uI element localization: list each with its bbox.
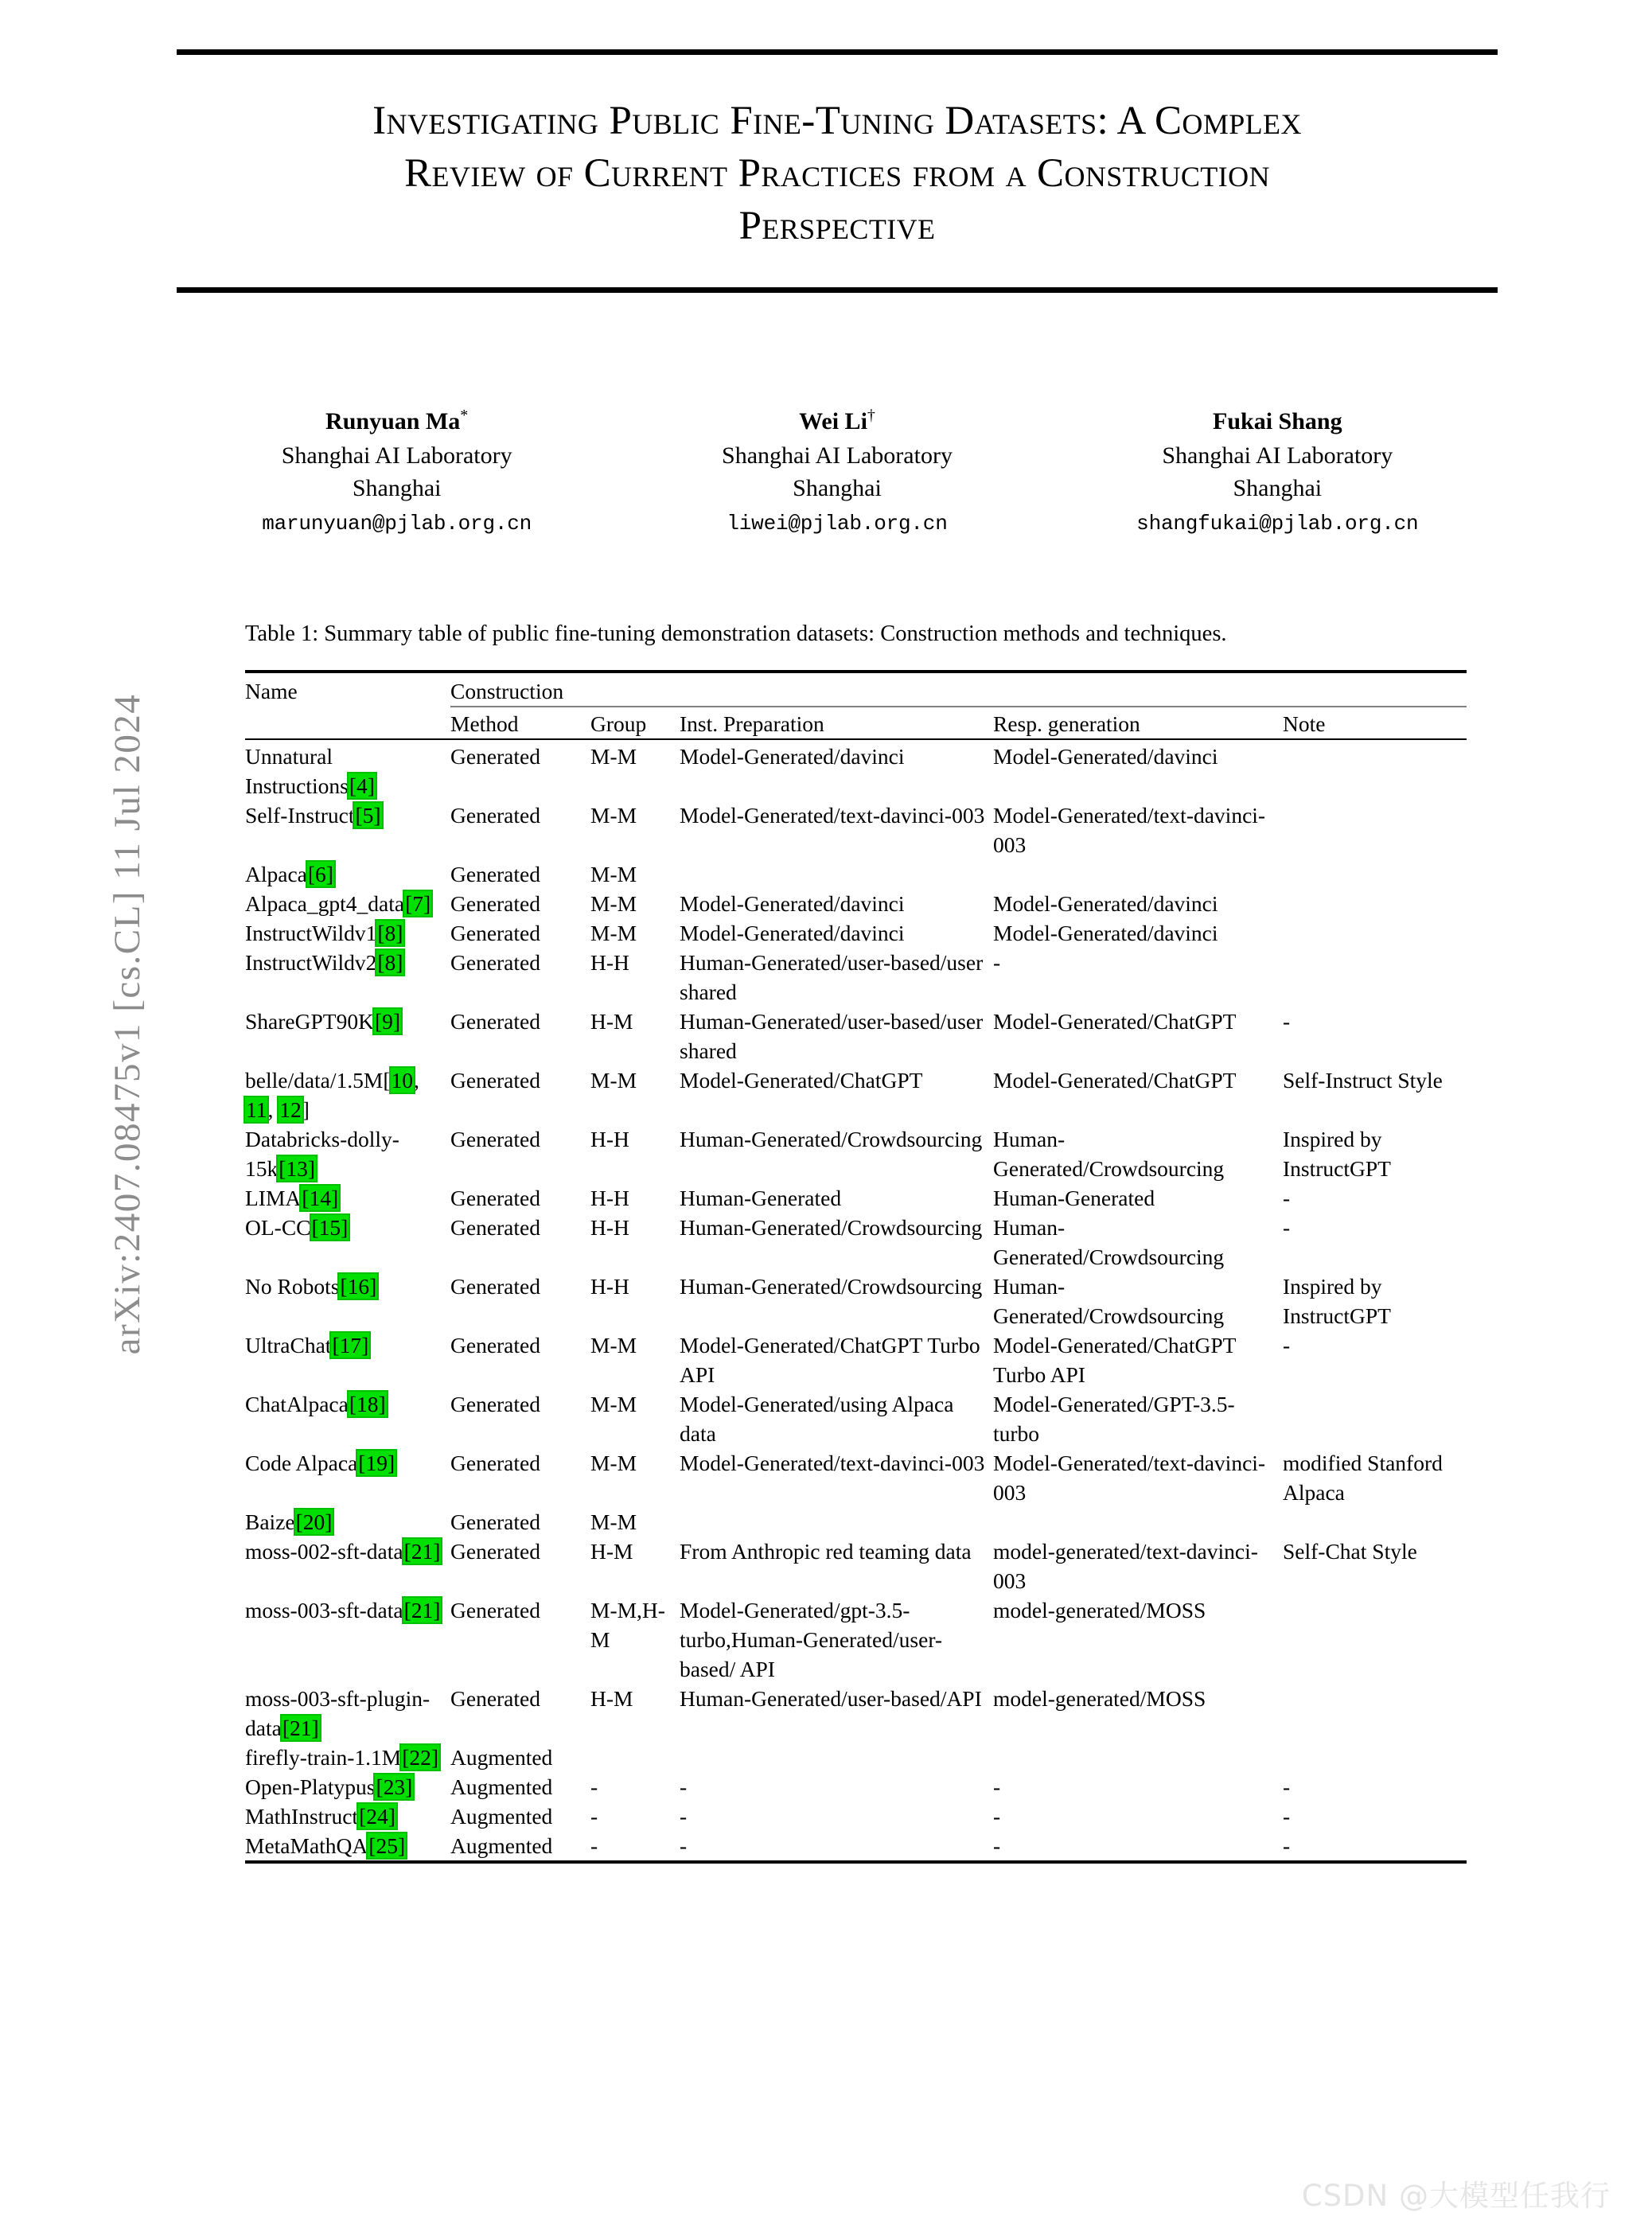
cell-method: Generated: [450, 1215, 540, 1240]
table-area: [245, 619, 1467, 1867]
cell-method: Generated: [450, 1509, 540, 1534]
cell-group: H-H: [590, 950, 629, 975]
author-name: [226, 398, 568, 439]
header-note: Note: [1283, 711, 1326, 736]
cell-group: M-M: [590, 1509, 637, 1534]
citation-link[interactable]: 10: [391, 1068, 414, 1093]
author-affiliation: Shanghai AI Laboratory: [1162, 442, 1393, 469]
cell-note: [1283, 1595, 1467, 1684]
citation-link[interactable]: 11: [246, 1097, 267, 1122]
table-row: [245, 1507, 1467, 1537]
cell-note: [1283, 742, 1467, 800]
citation-link[interactable]: [15]: [311, 1215, 349, 1240]
cell-method: Generated: [450, 1333, 540, 1358]
cell-group: M-M: [590, 921, 637, 945]
cell-method: Generated: [450, 1392, 540, 1416]
cell-note: -: [1283, 1333, 1291, 1358]
table-row: [245, 1065, 1467, 1124]
table-row: [245, 859, 1467, 889]
cell-group: M-M,H-M: [590, 1598, 665, 1652]
title-bottom-rule: [177, 287, 1498, 293]
author-email[interactable]: marunyuan@pjlab.org.cn: [262, 512, 532, 536]
citation-link[interactable]: 12: [279, 1097, 302, 1122]
cell-resp-generation: Model-Generated/ChatGPT: [993, 1068, 1237, 1093]
dataset-name-text: LIMA: [245, 1186, 302, 1210]
cell-dataset-name: [245, 742, 450, 800]
cell-group: -: [590, 1804, 598, 1829]
author-footnote-marker: *: [460, 407, 469, 424]
table-body: [245, 742, 1467, 1862]
dataset-name-text: OL-CC: [245, 1215, 311, 1240]
table-column-header-row: [245, 709, 1467, 739]
dataset-name-text: Alpaca: [245, 862, 307, 886]
cell-resp-generation: Human-Generated/Crowdsourcing: [993, 1215, 1225, 1269]
author-name-text: Wei Li: [799, 408, 867, 434]
dataset-name-text: firefly-train-1.1M: [245, 1745, 402, 1770]
cell-dataset-name: [245, 1595, 450, 1684]
table-row: [245, 1448, 1467, 1507]
cell-note: Self-Instruct Style: [1283, 1068, 1443, 1093]
cell-resp-generation: [993, 1743, 1283, 1772]
header-resp-generation: Resp. generation: [993, 711, 1140, 736]
cell-inst-preparation: Model-Generated/text-davinci-003: [680, 803, 985, 828]
author-affiliation: Shanghai AI Laboratory: [281, 442, 512, 469]
author-email[interactable]: shangfukai@pjlab.org.cn: [1136, 512, 1419, 536]
cell-dataset-name: [245, 1007, 450, 1065]
table-row: [245, 1802, 1467, 1831]
title-line-1: Investigating Public Fine-Tuning Datasets: A Complex: [372, 99, 1302, 143]
cell-inst-preparation: From Anthropic red teaming data: [680, 1539, 972, 1564]
cell-inst-preparation: Human-Generated/Crowdsourcing: [680, 1274, 983, 1299]
cell-dataset-name: belle/data/1.5M[10, 11, 12]: [245, 1068, 419, 1122]
table-row: [245, 1213, 1467, 1272]
cell-group: M-M: [590, 1068, 637, 1093]
dataset-name-text: ChatAlpaca: [245, 1392, 349, 1416]
cell-method: Generated: [450, 1539, 540, 1564]
table-row: [245, 1831, 1467, 1862]
title-top-rule: [177, 49, 1498, 55]
cell-dataset-name: [245, 1124, 450, 1183]
table-row: [245, 1330, 1467, 1389]
cell-inst-preparation: [680, 1743, 993, 1772]
author-city: Shanghai: [352, 475, 442, 501]
table-row: [245, 1007, 1467, 1065]
cell-note: [1283, 1684, 1467, 1743]
cell-inst-preparation: Model-Generated/davinci: [680, 744, 905, 769]
cell-inst-preparation: -: [680, 1833, 688, 1858]
citation-link[interactable]: [22]: [402, 1745, 439, 1770]
dataset-name-text: moss-002-sft-data: [245, 1539, 403, 1564]
header-spacer: [245, 709, 450, 739]
citation-link[interactable]: [19]: [358, 1451, 395, 1475]
cell-resp-generation: Model-Generated/davinci: [993, 744, 1218, 769]
table-row: [245, 1272, 1467, 1330]
cell-method: Augmented: [450, 1804, 553, 1829]
dataset-name-text: MathInstruct: [245, 1804, 359, 1829]
citation-link[interactable]: [5]: [355, 803, 381, 828]
cell-resp-generation: model-generated/text-davinci-003: [993, 1539, 1258, 1593]
dataset-name-text: Self-Instruct: [245, 803, 355, 828]
cell-resp-generation: -: [993, 1774, 1001, 1799]
author-email[interactable]: liwei@pjlab.org.cn: [727, 512, 948, 536]
cell-note: [1283, 1743, 1467, 1772]
cell-inst-preparation: Human-Generated/user-based/user shared: [680, 950, 984, 1004]
cell-dataset-name: [245, 1183, 450, 1213]
cell-note: modified Stanford Alpaca: [1283, 1451, 1443, 1505]
cell-group: -: [590, 1774, 598, 1799]
dataset-name-text: Alpaca_gpt4_data: [245, 891, 405, 916]
cell-method: Generated: [450, 921, 540, 945]
dataset-name-text: moss-003-sft-data: [245, 1598, 403, 1622]
citation-link[interactable]: [16]: [340, 1274, 377, 1299]
citation-link[interactable]: [4]: [349, 773, 375, 798]
header-inst-preparation: Inst. Preparation: [680, 711, 824, 736]
title-line-3: Perspective: [738, 204, 936, 248]
cell-resp-generation: Model-Generated/text-davinci-003: [993, 803, 1266, 857]
table-row: [245, 1595, 1467, 1684]
citation-link[interactable]: [21]: [403, 1539, 441, 1564]
dataset-name-text: Databricks-dolly-15k: [245, 1127, 399, 1181]
cell-resp-generation: Human-Generated: [993, 1186, 1155, 1210]
header-name: Name: [245, 679, 298, 703]
author-name: [1106, 398, 1448, 439]
citation-link[interactable]: [17]: [332, 1333, 369, 1358]
citation-link[interactable]: [6]: [307, 862, 333, 886]
cell-group: M-M: [590, 862, 637, 886]
cell-group: H-M: [590, 1539, 633, 1564]
cell-method: Generated: [450, 1451, 540, 1475]
cell-method: Augmented: [450, 1774, 553, 1799]
page-title: [177, 55, 1498, 287]
cell-inst-preparation: Human-Generated/Crowdsourcing: [680, 1215, 983, 1240]
cell-group: [590, 1743, 680, 1772]
citation-link[interactable]: [21]: [403, 1598, 441, 1622]
cell-note: -: [1283, 1215, 1291, 1240]
cell-inst-preparation: Human-Generated/Crowdsourcing: [680, 1127, 983, 1151]
author-block: [177, 398, 1498, 543]
cell-note: [1283, 859, 1467, 889]
cell-note: [1283, 889, 1467, 918]
cell-dataset-name: [245, 1389, 450, 1448]
author-affiliation: Shanghai AI Laboratory: [722, 442, 953, 469]
cell-inst-preparation: -: [680, 1774, 688, 1799]
citation-link[interactable]: [8]: [377, 921, 403, 945]
cell-group: M-M: [590, 803, 637, 828]
table-bottom-rule: [245, 1862, 1467, 1867]
cell-note: [1283, 918, 1467, 948]
cell-inst-preparation: Model-Generated/davinci: [680, 891, 905, 916]
csdn-watermark: CSDN @大模型任我行: [1301, 2179, 1611, 2213]
author-name-text: Fukai Shang: [1213, 408, 1342, 434]
cell-group: H-H: [590, 1127, 629, 1151]
cell-dataset-name: [245, 1831, 450, 1862]
cell-inst-preparation: [680, 1507, 993, 1537]
cell-resp-generation: Model-Generated/davinci: [993, 921, 1218, 945]
citation-link[interactable]: [13]: [279, 1156, 316, 1181]
cell-dataset-name: [245, 1684, 450, 1743]
table-caption: Table 1: Summary table of public fine-tuning demonstration datasets: Construction methods and techniques.: [245, 621, 1227, 646]
dataset-name-text: moss-003-sft-plugin-data: [245, 1686, 431, 1740]
author-city: Shanghai: [793, 475, 882, 501]
cell-resp-generation: Model-Generated/davinci: [993, 891, 1218, 916]
cell-method: Generated: [450, 1127, 540, 1151]
cell-method: Generated: [450, 950, 540, 975]
cell-inst-preparation: Model-Generated/ChatGPT Turbo API: [680, 1333, 980, 1387]
cell-resp-generation: model-generated/MOSS: [993, 1598, 1206, 1622]
cell-dataset-name: [245, 1772, 450, 1802]
citation-link[interactable]: [9]: [374, 1009, 401, 1034]
cell-dataset-name: [245, 1330, 450, 1389]
author-name: [666, 398, 1008, 439]
table-row: [245, 742, 1467, 800]
title-block: [177, 49, 1498, 293]
cell-method: Generated: [450, 744, 540, 769]
cell-resp-generation: Human-Generated/Crowdsourcing: [993, 1274, 1225, 1328]
table-row: [245, 1684, 1467, 1743]
cell-dataset-name: [245, 1213, 450, 1272]
table-row: [245, 1772, 1467, 1802]
cell-note: Inspired by InstructGPT: [1283, 1274, 1391, 1328]
citation-link[interactable]: [14]: [302, 1186, 339, 1210]
dataset-name-text: InstructWildv2: [245, 950, 377, 975]
cell-dataset-name: [245, 918, 450, 948]
author-city: Shanghai: [1233, 475, 1323, 501]
cell-inst-preparation: Model-Generated/text-davinci-003: [680, 1451, 985, 1475]
page-content-column: [177, 0, 1529, 2232]
table-group-header-row: [245, 676, 1467, 707]
header-method: Method: [450, 711, 519, 736]
arxiv-stamp-text: arXiv:2407.08475v1 [cs.CL] 11 Jul 2024: [107, 693, 148, 1355]
cell-inst-preparation: Model-Generated/ChatGPT: [680, 1068, 923, 1093]
cell-group: H-H: [590, 1215, 629, 1240]
cell-group: M-M: [590, 1451, 637, 1475]
table-row: [245, 1743, 1467, 1772]
cell-note: -: [1283, 1186, 1291, 1210]
cell-method: Generated: [450, 1598, 540, 1622]
table-row: [245, 889, 1467, 918]
cell-note: [1283, 948, 1467, 1007]
cell-note: -: [1283, 1804, 1291, 1829]
cell-dataset-name: [245, 1507, 450, 1537]
cell-resp-generation: [993, 1507, 1283, 1537]
cell-inst-preparation: Human-Generated/user-based/API: [680, 1686, 982, 1711]
cell-inst-preparation: Model-Generated/using Alpaca data: [680, 1392, 954, 1446]
arxiv-stamp: [0, 0, 148, 2232]
dataset-name-text: InstructWildv1: [245, 921, 377, 945]
author-entry: [226, 398, 568, 543]
cell-group: M-M: [590, 744, 637, 769]
cell-method: Generated: [450, 1009, 540, 1034]
cell-dataset-name: [245, 859, 450, 889]
cell-note: [1283, 1507, 1467, 1537]
cell-group: H-M: [590, 1009, 633, 1034]
cell-note: -: [1283, 1774, 1291, 1799]
table-row: [245, 1389, 1467, 1448]
cell-dataset-name: [245, 889, 450, 918]
table-row: [245, 948, 1467, 1007]
dataset-name-text: Unnatural Instructions: [245, 744, 349, 798]
citation-link[interactable]: [21]: [282, 1716, 319, 1740]
cell-note: -: [1283, 1009, 1291, 1034]
citation-link[interactable]: [24]: [359, 1804, 395, 1829]
dataset-name-text: belle/data/1.5M: [245, 1068, 384, 1093]
dataset-name-text: ShareGPT90K: [245, 1009, 374, 1034]
header-construction: Construction: [450, 679, 564, 703]
cell-inst-preparation: Model-Generated/davinci: [680, 921, 905, 945]
cell-method: Generated: [450, 1186, 540, 1210]
dataset-name-text: Code Alpaca: [245, 1451, 358, 1475]
table-row: [245, 1183, 1467, 1213]
table-row: [245, 1124, 1467, 1183]
cell-resp-generation: Model-Generated/ChatGPT: [993, 1009, 1237, 1034]
cell-resp-generation: Model-Generated/GPT-3.5-turbo: [993, 1392, 1235, 1446]
cell-dataset-name: [245, 948, 450, 1007]
table-row: [245, 918, 1467, 948]
citation-link[interactable]: [20]: [295, 1509, 333, 1534]
cell-inst-preparation: -: [680, 1804, 688, 1829]
citation-link[interactable]: [7]: [405, 891, 431, 916]
cell-note: Inspired by InstructGPT: [1283, 1127, 1391, 1181]
dataset-name-text: UltraChat: [245, 1333, 332, 1358]
cell-inst-preparation: [680, 859, 993, 889]
cell-group: H-M: [590, 1686, 633, 1711]
cell-method: Generated: [450, 1686, 540, 1711]
table-row: [245, 800, 1467, 859]
cell-group: -: [590, 1833, 598, 1858]
cell-group: M-M: [590, 891, 637, 916]
cell-resp-generation: Human-Generated/Crowdsourcing: [993, 1127, 1225, 1181]
cell-note: -: [1283, 1833, 1291, 1858]
cell-inst-preparation: Model-Generated/gpt-3.5-turbo,Human-Generated/user-based/ API: [680, 1598, 943, 1681]
cell-method: Augmented: [450, 1833, 553, 1858]
cell-resp-generation: Model-Generated/text-davinci-003: [993, 1451, 1266, 1505]
cell-method: Augmented: [450, 1745, 553, 1770]
datasets-table: [245, 670, 1467, 1867]
cell-method: Generated: [450, 891, 540, 916]
cell-note: [1283, 800, 1467, 859]
dataset-name-text: Baize: [245, 1509, 295, 1534]
dataset-name-text: MetaMathQA: [245, 1833, 368, 1858]
cell-dataset-name: [245, 1537, 450, 1595]
table-row: [245, 1537, 1467, 1595]
dataset-name-text: Open-Platypus: [245, 1774, 376, 1799]
author-entry: [1106, 398, 1448, 543]
cell-inst-preparation: Human-Generated/user-based/user shared: [680, 1009, 984, 1063]
cell-method: Generated: [450, 1274, 540, 1299]
cell-group: M-M: [590, 1333, 637, 1358]
cell-method: Generated: [450, 803, 540, 828]
cell-dataset-name: [245, 1272, 450, 1330]
cell-method: Generated: [450, 862, 540, 886]
cell-resp-generation: -: [993, 950, 1001, 975]
author-footnote-marker: †: [867, 407, 875, 424]
cell-resp-generation: [993, 859, 1283, 889]
header-group: Group: [590, 711, 647, 736]
cell-resp-generation: model-generated/MOSS: [993, 1686, 1206, 1711]
cell-note: [1283, 1389, 1467, 1448]
cell-resp-generation: -: [993, 1804, 1001, 1829]
cell-dataset-name: [245, 1448, 450, 1507]
author-name-text: Runyuan Ma: [325, 408, 461, 434]
cell-dataset-name: [245, 800, 450, 859]
cell-group: H-H: [590, 1274, 629, 1299]
cell-resp-generation: -: [993, 1833, 1001, 1858]
citation-link[interactable]: [18]: [349, 1392, 386, 1416]
cell-note: Self-Chat Style: [1283, 1539, 1417, 1564]
cell-dataset-name: [245, 1743, 450, 1772]
title-line-2: Review of Current Practices from a Construction: [404, 151, 1270, 196]
citation-link[interactable]: [25]: [368, 1833, 406, 1858]
cell-group: H-H: [590, 1186, 629, 1210]
cell-resp-generation: Model-Generated/ChatGPT Turbo API: [993, 1333, 1236, 1387]
citation-link[interactable]: [8]: [377, 950, 403, 975]
cell-inst-preparation: Human-Generated: [680, 1186, 842, 1210]
cell-group: M-M: [590, 1392, 637, 1416]
cell-dataset-name: [245, 1802, 450, 1831]
author-entry: [666, 398, 1008, 543]
citation-link[interactable]: [23]: [376, 1774, 413, 1799]
dataset-name-text: No Robots: [245, 1274, 340, 1299]
cell-method: Generated: [450, 1068, 540, 1093]
